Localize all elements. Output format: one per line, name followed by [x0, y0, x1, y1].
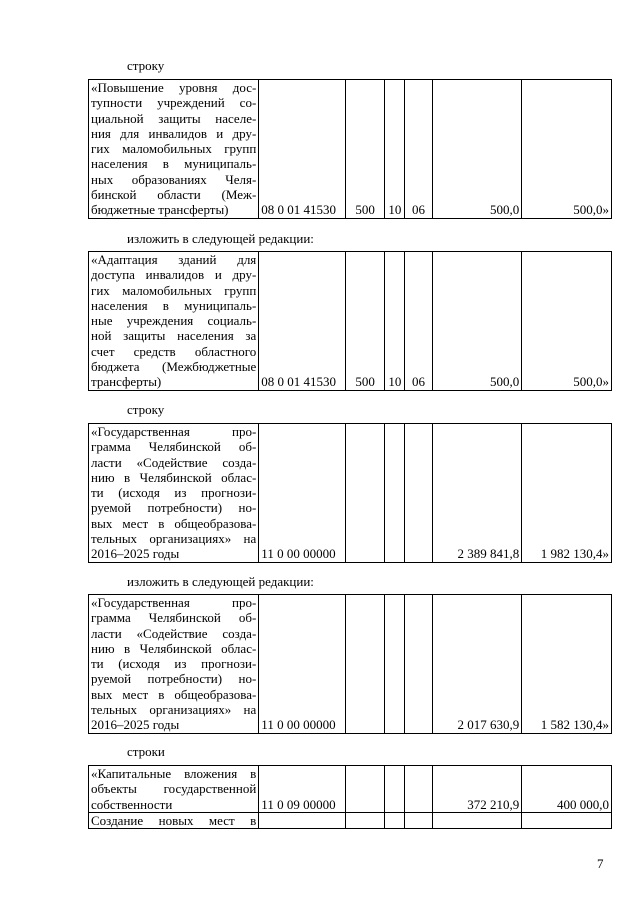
- subsection-cell: [405, 812, 432, 828]
- expense-type-cell: 500: [345, 252, 384, 391]
- table-row: [89, 766, 612, 813]
- target-code-cell: [259, 812, 346, 828]
- table-row-block-1: [88, 79, 612, 219]
- table-row: [89, 812, 612, 828]
- expense-type-cell: 500: [345, 80, 384, 219]
- sum-year-2-cell: 1 582 130,4»: [522, 595, 612, 734]
- sum-year-2-cell: [522, 812, 612, 828]
- expense-type-cell: [345, 766, 384, 813]
- sum-year-2-cell: 500,0»: [522, 252, 612, 391]
- page-number: 7: [597, 856, 604, 871]
- subsection-cell: 06: [405, 80, 432, 219]
- row-description: «Повышение уровня дос- тупности учреждений со- циальной защиты населе- ния для инвалидов и дру- гих маломобильных групп населения в муниципаль- ных образованиях Челя- бинской области (Меж- бюджетные трансферты): [89, 80, 259, 219]
- sum-year-2-cell: 400 000,0: [522, 766, 612, 813]
- subsection-cell: [405, 424, 432, 563]
- table-row: [89, 80, 612, 219]
- expense-type-cell: [345, 812, 384, 828]
- sum-year-1-cell: 500,0: [432, 252, 522, 391]
- subsection-cell: [405, 766, 432, 813]
- sum-year-2-cell: 500,0»: [522, 80, 612, 219]
- subsection-cell: 06: [405, 252, 432, 391]
- label-new-edition-1: изложить в следующей редакции:: [127, 231, 314, 246]
- target-code-cell: 11 0 00 00000: [259, 424, 346, 563]
- section-cell: [385, 812, 405, 828]
- row-description: «Государственная про- грамма Челябинской об- ласти «Содействие созда- нию в Челябинской облас- ти (исходя из прогнози- руемой потребности) но- вых мест в общеобразова- тельных организациях» на 2016–2025 годы: [89, 424, 259, 563]
- row-description: «Адаптация зданий для доступа инвалидов и дру- гих маломобильных групп населения в муниципаль- ные учреждения социаль- ной защиты населения за счет средств областного бюджета (Межбюджетные трансферты): [89, 252, 259, 391]
- target-code-cell: 08 0 01 41530: [259, 252, 346, 391]
- table-row-block-4: [88, 594, 612, 734]
- expense-type-cell: [345, 595, 384, 734]
- label-stroku-1: строку: [127, 58, 165, 73]
- sum-year-1-cell: 2 389 841,8: [432, 424, 522, 563]
- expense-type-cell: [345, 424, 384, 563]
- row-description: «Государственная про- грамма Челябинской об- ласти «Содействие созда- нию в Челябинской облас- ти (исходя из прогнози- руемой потребности) но- вых мест в общеобразова- тельных организациях» на 2016–2025 годы: [89, 595, 259, 734]
- row-description: Создание новых мест в: [89, 812, 259, 828]
- label-stroki: строки: [127, 744, 165, 759]
- target-code-cell: 08 0 01 41530: [259, 80, 346, 219]
- section-cell: [385, 595, 405, 734]
- section-cell: [385, 766, 405, 813]
- table-row: [89, 424, 612, 563]
- table-row-block-2: [88, 251, 612, 391]
- subsection-cell: [405, 595, 432, 734]
- sum-year-2-cell: 1 982 130,4»: [522, 424, 612, 563]
- table-row-block-5: [88, 765, 612, 829]
- label-new-edition-2: изложить в следующей редакции:: [127, 574, 314, 589]
- table-row: [89, 252, 612, 391]
- sum-year-1-cell: 2 017 630,9: [432, 595, 522, 734]
- sum-year-1-cell: [432, 812, 522, 828]
- sum-year-1-cell: 500,0: [432, 80, 522, 219]
- section-cell: 10: [385, 252, 405, 391]
- label-stroku-2: строку: [127, 402, 165, 417]
- target-code-cell: 11 0 00 00000: [259, 595, 346, 734]
- row-description: «Капитальные вложения в объекты государственной собственности: [89, 766, 259, 813]
- section-cell: [385, 424, 405, 563]
- target-code-cell: 11 0 09 00000: [259, 766, 346, 813]
- section-cell: 10: [385, 80, 405, 219]
- table-row: [89, 595, 612, 734]
- table-row-block-3: [88, 423, 612, 563]
- sum-year-1-cell: 372 210,9: [432, 766, 522, 813]
